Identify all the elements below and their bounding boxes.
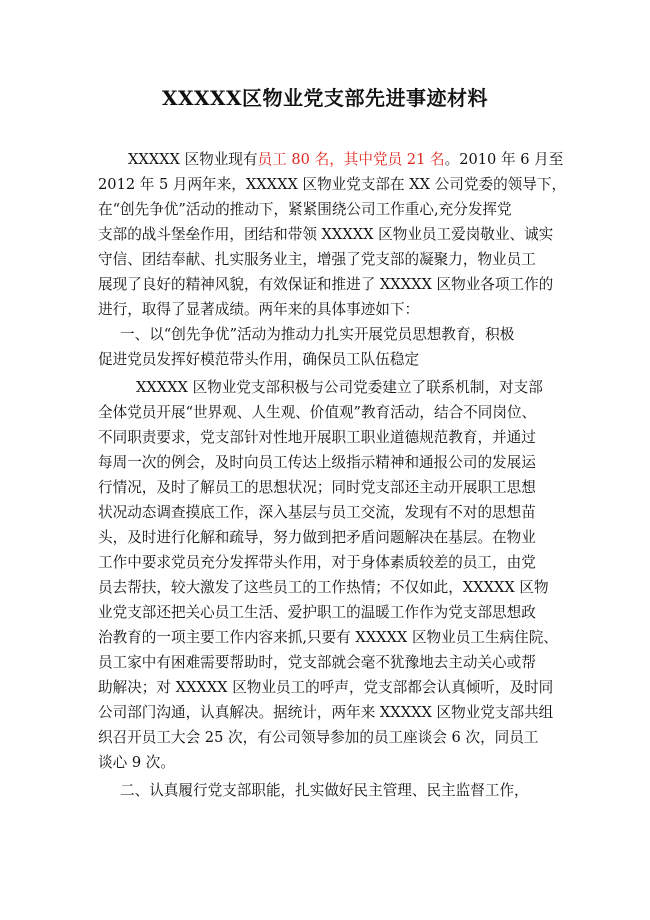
text-line: 助解决；对 XXXXX 区物业员工的呼声，党支部都会认真倾听，及时同 <box>98 679 554 696</box>
text-line: 在“创先争优”活动的推动下，紧紧围绕公司工作重心,充分发挥党 <box>98 201 512 218</box>
text-line: 治教育的一项主要工作内容来抓,只要有 XXXXX 区物业员工生病住院、 <box>98 629 558 646</box>
text-line: 头，及时进行化解和疏导，努力做到把矛盾问题解决在基层。在物业 <box>98 529 536 546</box>
text-line: 员去帮扶，较大激发了这些员工的工作热情；不仅如此，XXXXX 区物 <box>98 579 549 596</box>
text-line: 二、认真履行党支部职能，扎实做好民主管理、民主监督工作， <box>120 782 529 799</box>
text-line: 一、以“创先争优”活动为推动力扎实开展党员思想教育，积极 <box>120 326 515 343</box>
text-line: 织召开员工大会 25 次，有公司领导参加的员工座谈会 6 次，同员工 <box>98 729 539 746</box>
text-line: 每周一次的例会，及时向员工传达上级指示精神和通报公司的发展运 <box>98 454 536 471</box>
text-line: 展现了良好的精神风貌，有效保证和推进了 XXXXX 区物业各项工作的 <box>98 276 554 293</box>
text-line: 公司部门沟通，认真解决。据统计，两年来 XXXXX 区物业党支部共组 <box>98 704 554 721</box>
text-segment: 。2010 年 6 月至 <box>444 151 564 168</box>
document-title: XXXXX区物业党支部先进事迹材料 <box>161 86 489 110</box>
text-line: 促进党员发挥好模范带头作用，确保员工队伍稳定 <box>98 351 420 368</box>
text-line: 全体党员开展“世界观、人生观、价值观”教育活动，结合不同岗位、 <box>98 404 537 421</box>
text-line: 支部的战斗堡垒作用，团结和带领 XXXXX 区物业员工爱岗敬业、诚实 <box>98 226 554 243</box>
text-line: 进行，取得了显著成绩。两年来的具体事迹如下： <box>98 301 420 318</box>
highlighted-staff-count: 员工 80 名，其中党员 21 名 <box>257 151 445 168</box>
text-line: 行情况，及时了解员工的思想状况；同时党支部还主动开展职工思想 <box>98 479 536 496</box>
paragraph-intro <box>98 147 567 322</box>
text-line: 工作中要求党员充分发挥带头作用，对于身体素质较差的员工，由党 <box>98 554 536 571</box>
text-line <box>98 147 564 172</box>
text-line: 业党支部还把关心员工生活、爱护职工的温暖工作作为党支部思想政 <box>98 604 536 621</box>
text-line: 守信、团结奉献、扎实服务业主，增强了党支部的凝聚力，物业员工 <box>98 251 536 268</box>
text-line: 状况动态调查摸底工作，深入基层与员工交流，发现有不对的思想苗 <box>98 504 536 521</box>
document-body <box>98 147 567 803</box>
text-line: XXXXX 区物业党支部积极与公司党委建立了联系机制，对支部 <box>136 379 543 396</box>
text-segment: XXXXX 区物业现有 <box>128 151 258 168</box>
paragraph-education <box>98 375 560 775</box>
section-heading-1 <box>98 322 560 372</box>
text-line: 不同职责要求，党支部针对性地开展职工职业道德规范教育，并通过 <box>98 429 536 446</box>
text-line: 员工家中有困难需要帮助时，党支部就会毫不犹豫地去主动关心或帮 <box>98 654 536 671</box>
section-heading-2 <box>98 778 560 803</box>
text-line: 2012 年 5 月两年来，XXXXX 区物业党支部在 XX 公司党委的领导下， <box>98 176 567 193</box>
text-line: 谈心 9 次。 <box>98 754 175 771</box>
